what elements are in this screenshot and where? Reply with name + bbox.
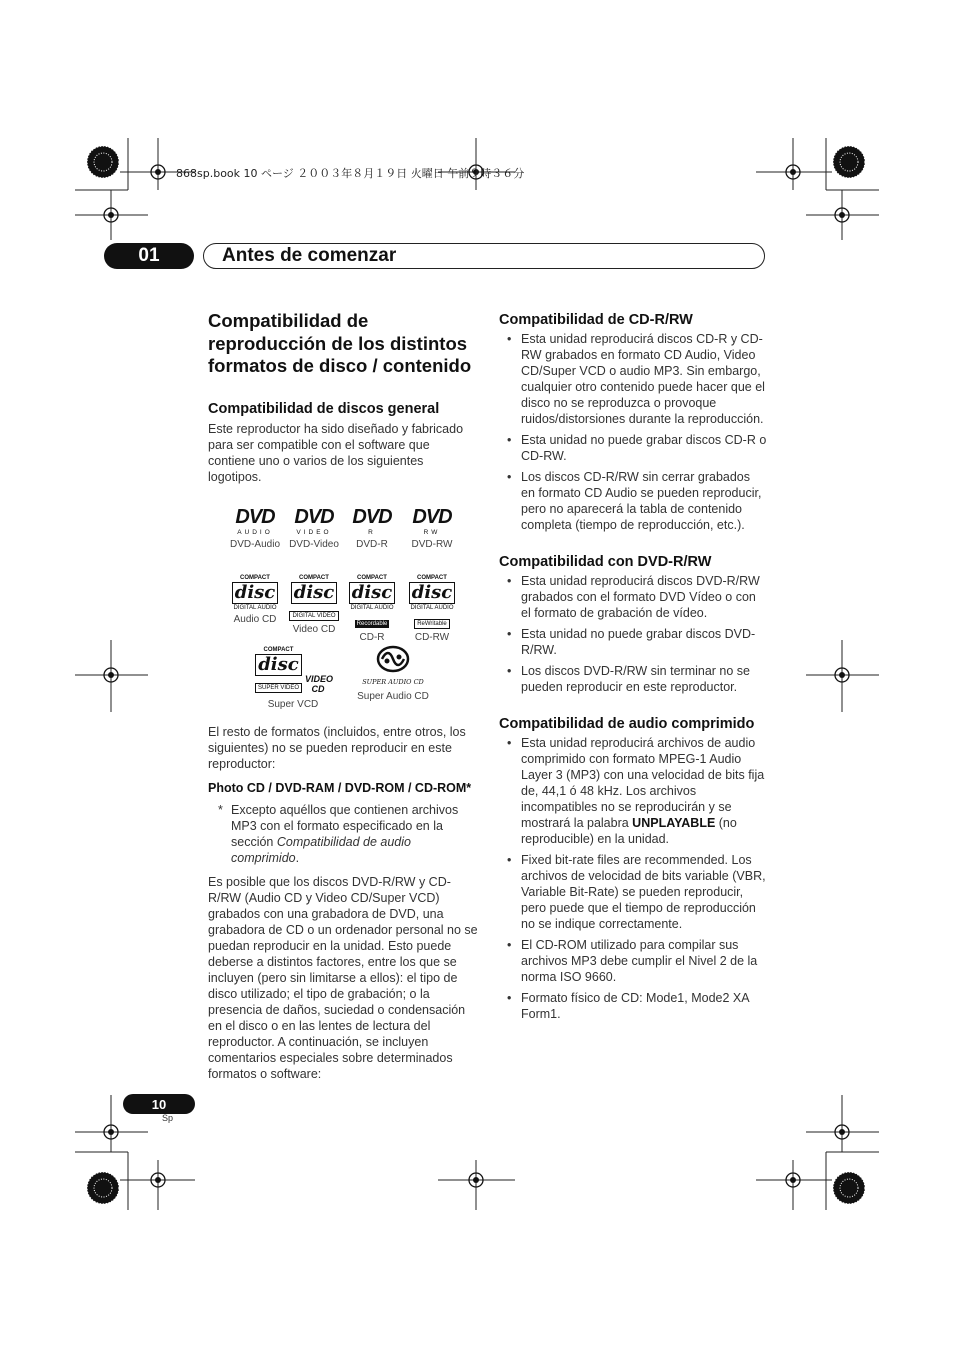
logo-mark: DVD [352, 505, 392, 528]
dvd-video-logo [283, 507, 345, 550]
cd-r-logo [341, 575, 403, 643]
list-item: • Los discos DVD-R/RW sin terminar no se pueden reproducir en este reproductor. [499, 663, 767, 695]
audio-list [499, 735, 767, 1022]
logo-sub: DIGITAL VIDEO [289, 611, 338, 621]
page-language: Sp [162, 1113, 174, 1123]
list-item: • Fixed bit-rate files are recommended. Los archivos de velocidad de bits variable (VBR, Variable Bit-Rate) se pueden reproducir, pero puede que el tiempo de reproducción no se indique correctamente. [499, 852, 767, 932]
logo-caption: Audio CD [233, 613, 277, 625]
logo-sub: DIGITAL AUDIO [410, 604, 454, 611]
dvd-r-logo [341, 507, 403, 550]
chapter-number: 01 [104, 243, 194, 269]
logo-sub: VIDEO [296, 528, 332, 536]
cd-rw-logo [401, 575, 463, 643]
general-compat-intro: Este reproductor ha sido diseñado y fabricado para ser compatible con el software que contiene uno o varios de los siguientes logotipos. [208, 421, 464, 484]
sacd-icon [376, 645, 410, 673]
left-column [208, 310, 478, 1082]
logo-top: COMPACT [299, 574, 329, 581]
logo-top: COMPACT [240, 574, 270, 581]
logo-caption: DVD-Video [289, 538, 339, 550]
logo-mark: disc [291, 582, 338, 604]
disc-logos [208, 499, 478, 714]
logo-mark: disc [349, 582, 396, 604]
logo-sub: SUPER AUDIO CD [362, 677, 424, 686]
list-item [499, 735, 767, 847]
list-item: • Esta unidad no puede grabar discos CD-R o CD-RW. [499, 432, 767, 464]
dvdrw-list [499, 573, 767, 695]
logo-caption: DVD-RW [411, 538, 453, 550]
footnote-marker: * [218, 802, 223, 817]
logo-sub2: ReWritable [414, 619, 450, 629]
general-compat-heading: Compatibilidad de discos general [208, 400, 440, 417]
logo-mark: disc [255, 654, 302, 676]
list-item: • Esta unidad no puede grabar discos DVD-R/RW. [499, 626, 767, 658]
audio-cd-logo [224, 575, 286, 625]
logo-caption: Video CD [292, 623, 336, 635]
video-cd-mark: VIDEO CD [305, 673, 334, 694]
dvd-audio-logo [224, 507, 286, 550]
logo-sub: R [368, 528, 376, 536]
super-audio-cd-logo [353, 645, 433, 702]
logo-mark: disc [232, 582, 279, 604]
audio-heading: Compatibilidad de audio comprimido [499, 716, 755, 732]
list-item: • El CD-ROM utilizado para compilar sus archivos MP3 debe cumplir el Nivel 2 de la norma ISO 9660. [499, 937, 767, 985]
chapter-title: Antes de comenzar [203, 243, 765, 269]
logo-mark: disc [409, 582, 456, 604]
right-column [499, 311, 767, 1027]
list-item: • Esta unidad reproducirá discos CD-R y CD-RW grabados en formato CD Audio, Video CD/Super VCD o audio MP3. Sin embargo, cualquier otro contenido puede hacer que el disco no se reproduzca o provoque ruidos/distorsiones durante la reproducción. [499, 331, 767, 427]
logo-sub: RW [423, 528, 441, 536]
logo-sub: AUDIO [237, 528, 273, 536]
list-item: • Formato físico de CD: Mode1, Mode2 XA Form1. [499, 990, 767, 1022]
footnote-text: Excepto aquéllos que contienen archivos MP3 con el formato especificado en la sección [231, 802, 459, 849]
other-formats-text: El resto de formatos (incluidos, entre otros, los siguientes) no se pueden reproducir en este reproductor: [208, 724, 466, 771]
footnote-end: . [295, 850, 300, 865]
footnote [208, 802, 478, 866]
logo-sub: SUPER VIDEO [255, 683, 302, 693]
super-vcd-logo [248, 647, 338, 710]
dvd-rw-logo [401, 507, 463, 550]
logo-caption: Super Audio CD [357, 690, 429, 702]
logo-mark: DVD [412, 505, 452, 528]
logo-caption: DVD-Audio [229, 538, 281, 550]
list-item: • Esta unidad reproducirá discos DVD-R/RW grabados con el formato DVD Vídeo o con el formato de grabación de vídeo. [499, 573, 767, 621]
cdrw-list [499, 331, 767, 533]
audio-b1-pre: Esta unidad reproducirá archivos de audio comprimido con formato MPEG-1 Audio Layer 3 (MP3) con una velocidad de bits fija de, 44,1 ó 48 kHz. Los archivos incompatibles no se reproducirán y se mostrará la palabra [521, 736, 765, 830]
page-number: 10 [123, 1094, 195, 1114]
section-title: Compatibilidad de reproducción de los distintos formatos de disco / contenido [208, 310, 472, 376]
logo-top: COMPACT [357, 574, 387, 581]
logo-mark: DVD [235, 505, 275, 528]
dvdrw-heading: Compatibilidad con DVD-R/RW [499, 554, 712, 570]
logo-sub: DIGITAL AUDIO [233, 604, 277, 611]
audio-b1-post: (no reproducible) en la unidad. [521, 816, 737, 846]
logo-top: COMPACT [417, 574, 447, 581]
video-cd-logo [283, 575, 345, 635]
logo-sub: DIGITAL AUDIO [350, 604, 394, 611]
logo-caption: DVD-R [356, 538, 388, 550]
print-header: 868sp.book 10 ページ ２００３年８月１９日 火曜日 午前９時３６分 [176, 167, 525, 180]
footnote-ref: Compatibilidad de audio comprimido [231, 834, 411, 865]
list-item: • Los discos CD-R/RW sin cerrar grabados en formato CD Audio se pueden reproducir, pero no aparecerá la tabla de contenido completa (tiempo de reproducción, etc.). [499, 469, 767, 533]
cdrw-heading: Compatibilidad de CD-R/RW [499, 312, 693, 328]
logo-caption: CD-R [359, 631, 385, 643]
unsupported-formats: Photo CD / DVD-RAM / DVD-ROM / CD-ROM* [208, 780, 472, 795]
logo-caption: Super VCD [267, 698, 319, 710]
logo-caption: CD-RW [414, 631, 450, 643]
logo-sub2: Recordable [356, 620, 388, 627]
unplayable-label: UNPLAYABLE [632, 816, 716, 830]
logo-top: COMPACT [263, 646, 294, 653]
closing-paragraph: Es posible que los discos DVD-R/RW y CD-R/RW (Audio CD y Video CD/Super VCD) grabados con una grabadora de DVD, una grabadora de CD o un ordenador personal no se puedan reproducir en la unidad. Esto puede deberse a distintos factores, entre los que se incluyen (pero sin limitarse a ellos): el tipo de disco utilizado; el tipo de grabación; o la presencia de daños, suciedad o condensación en el disco o en las lentes de lectura del reproductor. A continuación, se incluyen comentarios especiales sobre determinados formatos o software: [208, 874, 478, 1081]
logo-mark: DVD [294, 505, 334, 528]
